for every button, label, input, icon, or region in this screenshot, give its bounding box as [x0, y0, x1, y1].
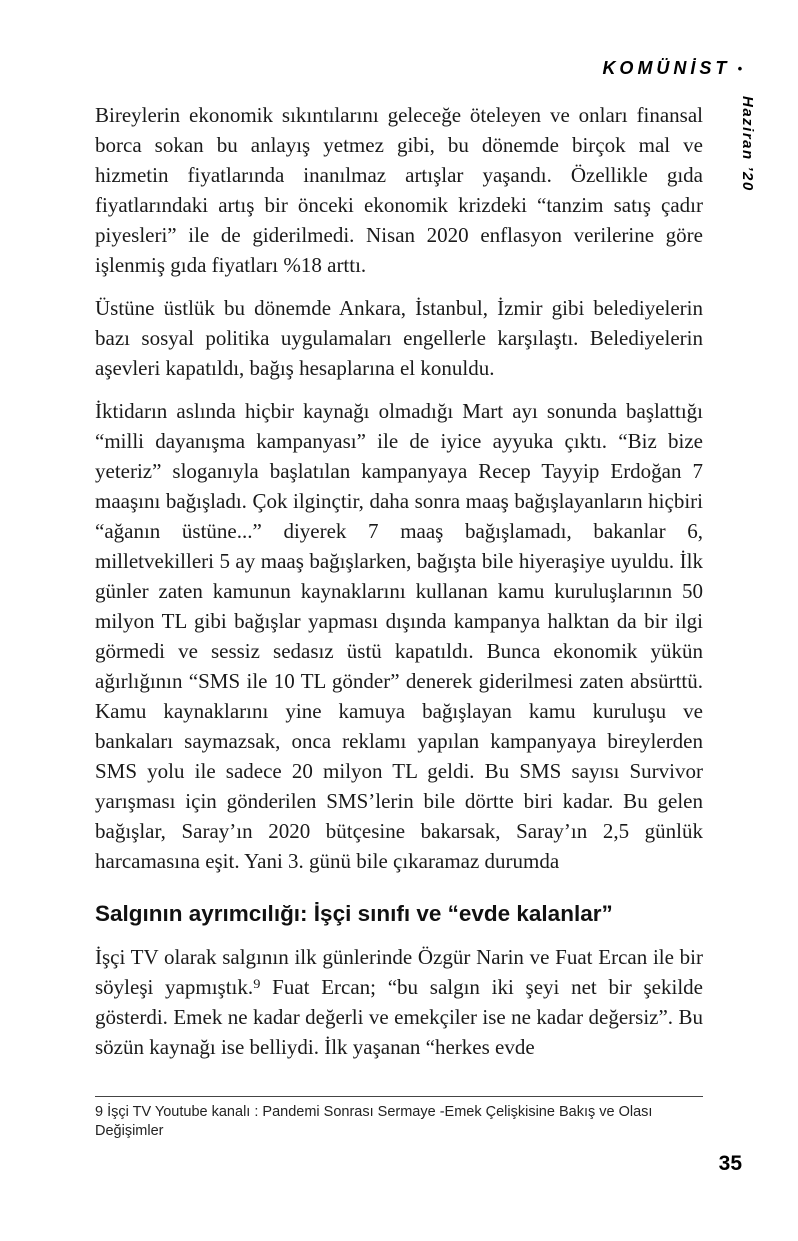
issue-date-label: Haziran ’20	[739, 96, 756, 192]
bullet-icon: •	[737, 61, 742, 76]
footnote: 9 İşçi TV Youtube kanalı : Pandemi Sonrası Sermaye -Emek Çelişkisine Bakış ve Olası Değişimler	[95, 1096, 703, 1141]
section-heading: Salgının ayrımcılığı: İşçi sınıfı ve “evde kalanlar”	[95, 901, 613, 926]
magazine-title: KOMÜNİST	[602, 58, 731, 78]
article-body	[95, 100, 703, 1075]
paragraph: Bireylerin ekonomik sıkıntılarını geleceğe öteleyen ve onları finansal borca sokan bu anlayış yetmez gibi, bu dönemde birçok mal ve hizmetin fiyatlarında inanılmaz artışlar yaşandı. Özellikle gıda fiyatlarındaki artış bir önceki ekonomik krizdeki “tanzim satış çadır piyesleri” ile de giderilmedi. Nisan 2020 enflasyon verilerine göre işlenmiş gıda fiyatları %18 arttı.	[95, 103, 703, 277]
paragraph: İktidarın aslında hiçbir kaynağı olmadığı Mart ayı sonunda başlattığı “milli dayanışma kampanyası” ile de iyice ayyuka çıktı. “Biz bize yeteriz” sloganıyla başlatılan kampanyaya Recep Tayyip Erdoğan 7 maaşını bağışladı. Çok ilginçtir, daha sonra maaş bağışlayanların hiçbiri “ağanın üstüne...” diyerek 7 maaş bağışlamadı, bakanlar 6, milletvekilleri 5 ay maaş bağışlarken, bağışta bile hiyeraşiye uyuldu. İlk günler zaten kamunun kaynaklarını kullanan kamu kuruluşlarının 50 milyon TL gibi bağışlar yapması dışında kampanya halktan da bir ilgi görmedi ve sessiz sedasız üstü kapatıldı. Bunca ekonomik yükün ağırlığının “SMS ile 10 TL gönder” denerek giderilmesi zaten absürttü. Kamu kaynaklarını yine kamuya bağışlayan kamu kuruluşu ve bankaları saymazsak, onca reklamı yapılan kampanyaya bireylerden SMS yolu ile sadece 20 milyon TL geldi. Bu SMS sayısı Survivor yarışması için gönderilen SMS’lerin bile dörtte biri kadar. Bu gelen bağışlar, Saray’ın 2020 bütçesine bakarsak, Saray’ın 2,5 günlük harcamasına eşit. Yani 3. günü bile çıkaramaz durumda	[95, 399, 703, 873]
masthead	[602, 58, 742, 79]
page-number: 35	[718, 1152, 742, 1175]
paragraph: İşçi TV olarak salgının ilk günlerinde Özgür Narin ve Fuat Ercan ile bir söyleşi yapmıştık.⁹ Fuat Ercan; “bu salgın iki şeyi net bir şekilde gösterdi. Emek ne kadar değerli ve emekçiler ise ne kadar değersiz”. Bu sözün kaynağı ise belliydi. İlk yaşanan “herkes evde	[95, 945, 703, 1059]
paragraph: Üstüne üstlük bu dönemde Ankara, İstanbul, İzmir gibi belediyelerin bazı sosyal politika uygulamaları engellerle karşılaştı. Belediyelerin aşevleri kapatıldı, bağış hesaplarına el konuldu.	[95, 296, 703, 380]
